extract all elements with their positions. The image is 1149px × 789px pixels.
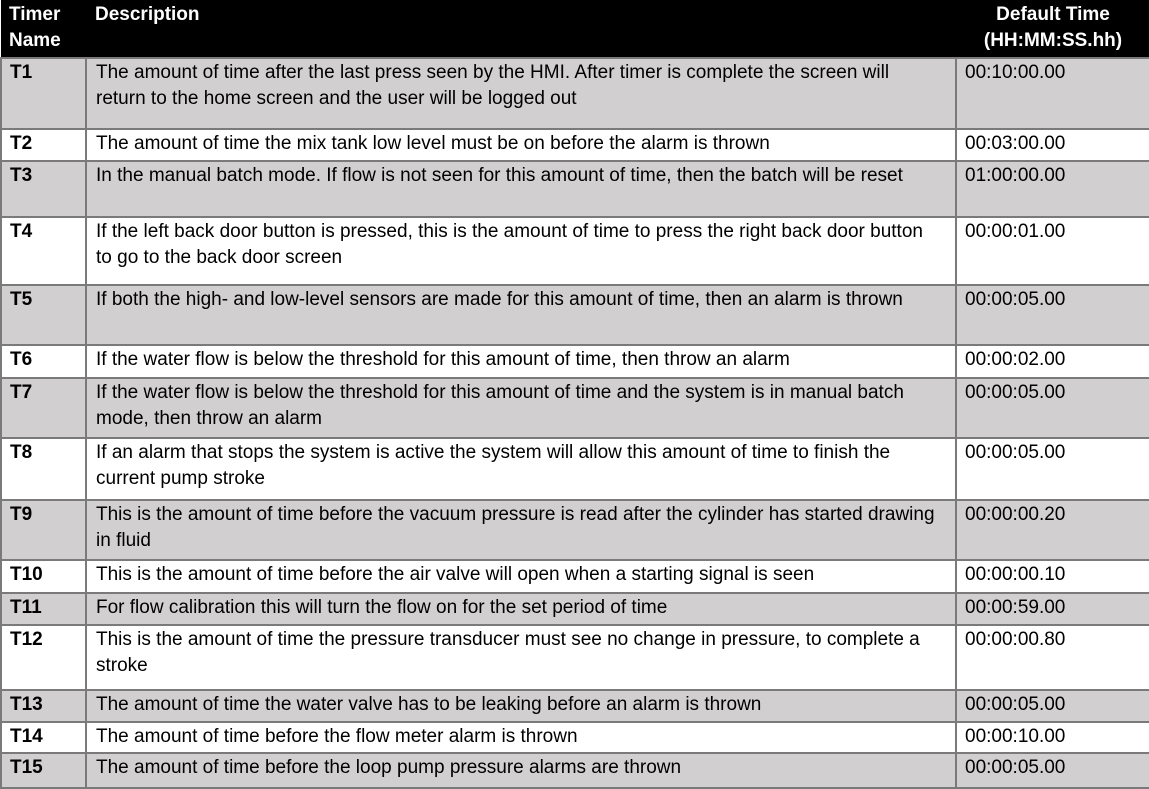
description-cell: This is the amount of time before the vacuum pressure is read after the cylinder has started drawing in fluid — [86, 500, 956, 560]
table-row — [1, 560, 1149, 593]
default-time-cell: 00:00:00.10 — [956, 560, 1149, 593]
description-cell: In the manual batch mode. If flow is not seen for this amount of time, then the batch will be reset — [86, 161, 956, 217]
default-time-cell: 00:00:05.00 — [956, 753, 1149, 788]
header-timer-name: Timer Name — [1, 0, 86, 58]
header-default-time: Default Time (HH:MM:SS.hh) — [956, 0, 1149, 58]
timer-name-cell: T6 — [1, 345, 86, 378]
description-cell: This is the amount of time the pressure transducer must see no change in pressure, to complete a stroke — [86, 625, 956, 690]
default-time-cell: 00:00:05.00 — [956, 285, 1149, 345]
table-body — [1, 58, 1149, 788]
default-time-cell: 00:00:10.00 — [956, 722, 1149, 753]
description-cell: If the left back door button is pressed, this is the amount of time to press the right back door button to go to the back door screen — [86, 217, 956, 285]
description-cell: The amount of time before the flow meter alarm is thrown — [86, 722, 956, 753]
table-row — [1, 690, 1149, 722]
timer-name-cell: T10 — [1, 560, 86, 593]
table-row — [1, 161, 1149, 217]
default-time-cell: 00:00:00.20 — [956, 500, 1149, 560]
timer-name-cell: T15 — [1, 753, 86, 788]
table-row — [1, 500, 1149, 560]
default-time-cell: 00:03:00.00 — [956, 129, 1149, 161]
table-row — [1, 722, 1149, 753]
table-header — [1, 0, 1149, 58]
timer-name-cell: T12 — [1, 625, 86, 690]
default-time-cell: 00:00:00.80 — [956, 625, 1149, 690]
description-cell: If the water flow is below the threshold for this amount of time and the system is in manual batch mode, then throw an alarm — [86, 378, 956, 438]
default-time-cell: 00:00:01.00 — [956, 217, 1149, 285]
table-row — [1, 58, 1149, 129]
header-row — [1, 0, 1149, 58]
timer-name-cell: T7 — [1, 378, 86, 438]
default-time-cell: 00:00:05.00 — [956, 438, 1149, 500]
table-row — [1, 129, 1149, 161]
description-cell: This is the amount of time before the air valve will open when a starting signal is seen — [86, 560, 956, 593]
description-cell: For flow calibration this will turn the flow on for the set period of time — [86, 593, 956, 625]
default-time-cell: 00:00:05.00 — [956, 690, 1149, 722]
timer-name-cell: T9 — [1, 500, 86, 560]
timer-name-cell: T11 — [1, 593, 86, 625]
table-row — [1, 345, 1149, 378]
timer-name-cell: T8 — [1, 438, 86, 500]
table-row — [1, 438, 1149, 500]
table-row — [1, 217, 1149, 285]
description-cell: The amount of time before the loop pump pressure alarms are thrown — [86, 753, 956, 788]
timer-name-cell: T4 — [1, 217, 86, 285]
table-row — [1, 753, 1149, 788]
default-time-cell: 00:00:59.00 — [956, 593, 1149, 625]
timer-name-cell: T3 — [1, 161, 86, 217]
description-cell: The amount of time after the last press seen by the HMI. After timer is complete the screen will return to the home screen and the user will be logged out — [86, 58, 956, 129]
timer-name-cell: T5 — [1, 285, 86, 345]
table-row — [1, 625, 1149, 690]
table-row — [1, 378, 1149, 438]
table-row — [1, 593, 1149, 625]
default-time-cell: 01:00:00.00 — [956, 161, 1149, 217]
table-row — [1, 285, 1149, 345]
description-cell: The amount of time the mix tank low level must be on before the alarm is thrown — [86, 129, 956, 161]
default-time-cell: 00:00:02.00 — [956, 345, 1149, 378]
description-cell: If the water flow is below the threshold for this amount of time, then throw an alarm — [86, 345, 956, 378]
timer-name-cell: T1 — [1, 58, 86, 129]
timer-name-cell: T2 — [1, 129, 86, 161]
description-cell: The amount of time the water valve has to be leaking before an alarm is thrown — [86, 690, 956, 722]
default-time-cell: 00:00:05.00 — [956, 378, 1149, 438]
timer-name-cell: T13 — [1, 690, 86, 722]
header-description: Description — [86, 0, 956, 58]
description-cell: If an alarm that stops the system is active the system will allow this amount of time to finish the current pump stroke — [86, 438, 956, 500]
timer-name-cell: T14 — [1, 722, 86, 753]
default-time-cell: 00:10:00.00 — [956, 58, 1149, 129]
description-cell: If both the high- and low-level sensors are made for this amount of time, then an alarm is thrown — [86, 285, 956, 345]
